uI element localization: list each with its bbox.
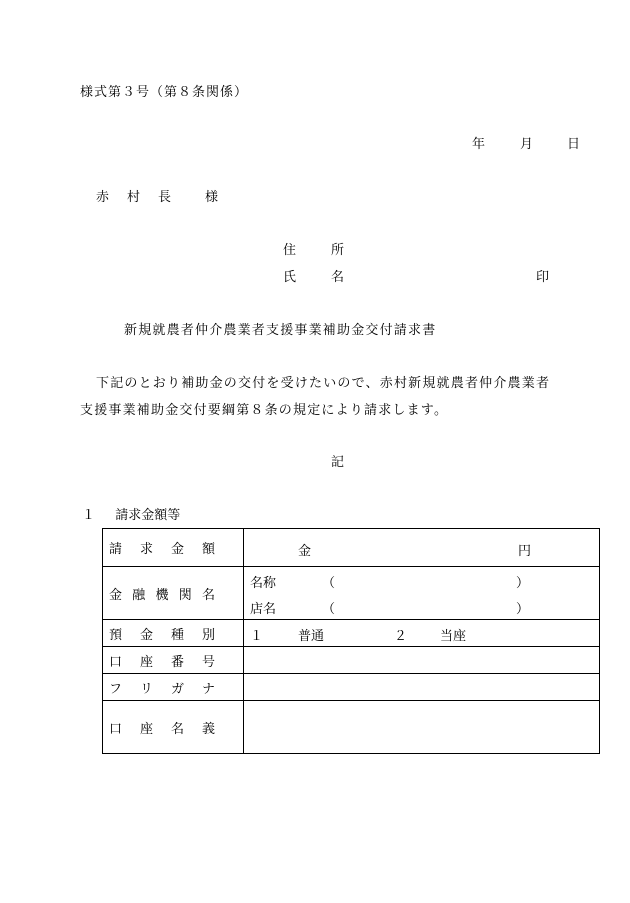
body-line-2: 支援事業補助金交付要綱第８条の規定により請求します。	[80, 403, 449, 418]
document-title: 新規就農者仲介農業者支援事業補助金交付請求書	[124, 323, 437, 338]
addressee-char-3: 長	[158, 190, 172, 205]
deposit-label-char-3: 種	[170, 627, 184, 643]
bank-label-char-5: 名	[201, 587, 215, 603]
body-line-1: 下記のとおり補助金の交付を受けたいので、赤村新規就農者仲介農業者	[96, 376, 551, 391]
date-year-label: 年	[472, 137, 486, 152]
furigana-label-char-3: ガ	[170, 681, 184, 697]
bank-name-open-paren: （	[322, 576, 336, 591]
account-holder-value-cell[interactable]	[244, 701, 600, 754]
addressee-honorific: 様	[205, 190, 219, 205]
address-label-char-2: 所	[331, 243, 345, 258]
amount-value-cell[interactable]	[244, 529, 600, 567]
seal-mark: 印	[536, 270, 550, 285]
bank-value-cell[interactable]	[244, 567, 600, 620]
account-holder-label-char-4: 義	[201, 721, 215, 737]
account-number-label-cell	[103, 647, 244, 674]
request-table	[102, 528, 600, 754]
furigana-label-char-1: フ	[109, 681, 123, 697]
account-holder-label-char-1: 口	[109, 721, 123, 737]
account-number-value-cell[interactable]	[244, 647, 600, 674]
name-label-char-2: 名	[331, 270, 345, 285]
furigana-label-cell	[103, 674, 244, 701]
amount-label-char-2: 求	[139, 542, 153, 557]
deposit-type-value-cell[interactable]	[244, 620, 600, 647]
table-row-amount	[103, 529, 600, 567]
account-number-label-char-3: 番	[170, 654, 184, 670]
addressee-char-2: 村	[127, 190, 141, 205]
table-row-account-number	[103, 647, 600, 674]
branch-name-close-paren: ）	[516, 602, 530, 617]
date-day-label: 日	[567, 137, 581, 152]
branch-name-label: 店名	[250, 602, 277, 617]
table-row-account-holder	[103, 701, 600, 754]
section-1-title: 請求金額等	[115, 508, 181, 523]
furigana-label-char-2: リ	[139, 681, 153, 697]
furigana-label-char-4: ナ	[201, 681, 215, 697]
account-number-label-char-1: 口	[109, 654, 123, 670]
address-label-char-1: 住	[283, 243, 297, 258]
deposit-label-char-4: 別	[201, 627, 215, 643]
date-month-label: 月	[520, 137, 534, 152]
form-label: 様式第３号（第８条関係）	[80, 85, 249, 100]
table-row-furigana	[103, 674, 600, 701]
ki-heading: 記	[331, 455, 345, 470]
amount-label-cell	[103, 529, 244, 567]
deposit-option-ordinary[interactable]: 普通	[298, 629, 325, 644]
account-number-label-char-2: 座	[139, 654, 153, 670]
bank-label-cell	[103, 567, 244, 620]
bank-label-char-2: 融	[132, 587, 146, 603]
table-row-deposit-type	[103, 620, 600, 647]
deposit-option-2-number: ２	[394, 629, 408, 644]
bank-name-close-paren: ）	[516, 576, 530, 591]
section-1-heading	[82, 508, 180, 524]
deposit-label-char-1: 預	[109, 627, 123, 643]
account-holder-label-char-2: 座	[139, 721, 153, 737]
deposit-option-current[interactable]: 当座	[440, 629, 467, 644]
amount-label-char-1: 請	[109, 542, 123, 557]
bank-label-char-3: 機	[155, 587, 169, 603]
deposit-option-1-number: １	[250, 629, 264, 644]
bank-label-char-1: 金	[109, 587, 123, 603]
furigana-value-cell[interactable]	[244, 674, 600, 701]
amount-unit: 円	[518, 544, 532, 559]
branch-name-open-paren: （	[322, 602, 336, 617]
addressee-char-1: 赤	[96, 190, 110, 205]
amount-label-char-4: 額	[201, 542, 215, 557]
deposit-label-char-2: 金	[139, 627, 153, 643]
name-label-char-1: 氏	[283, 270, 297, 285]
amount-label-char-3: 金	[170, 542, 184, 557]
bank-label-char-4: 関	[178, 587, 192, 603]
bank-name-label: 名称	[250, 576, 277, 591]
account-holder-label-char-3: 名	[170, 721, 184, 737]
section-1-number: １	[82, 508, 96, 523]
table-row-bank	[103, 567, 600, 620]
deposit-type-label-cell	[103, 620, 244, 647]
account-holder-label-cell	[103, 701, 244, 754]
account-number-label-char-4: 号	[201, 654, 215, 670]
amount-prefix: 金	[298, 544, 312, 559]
